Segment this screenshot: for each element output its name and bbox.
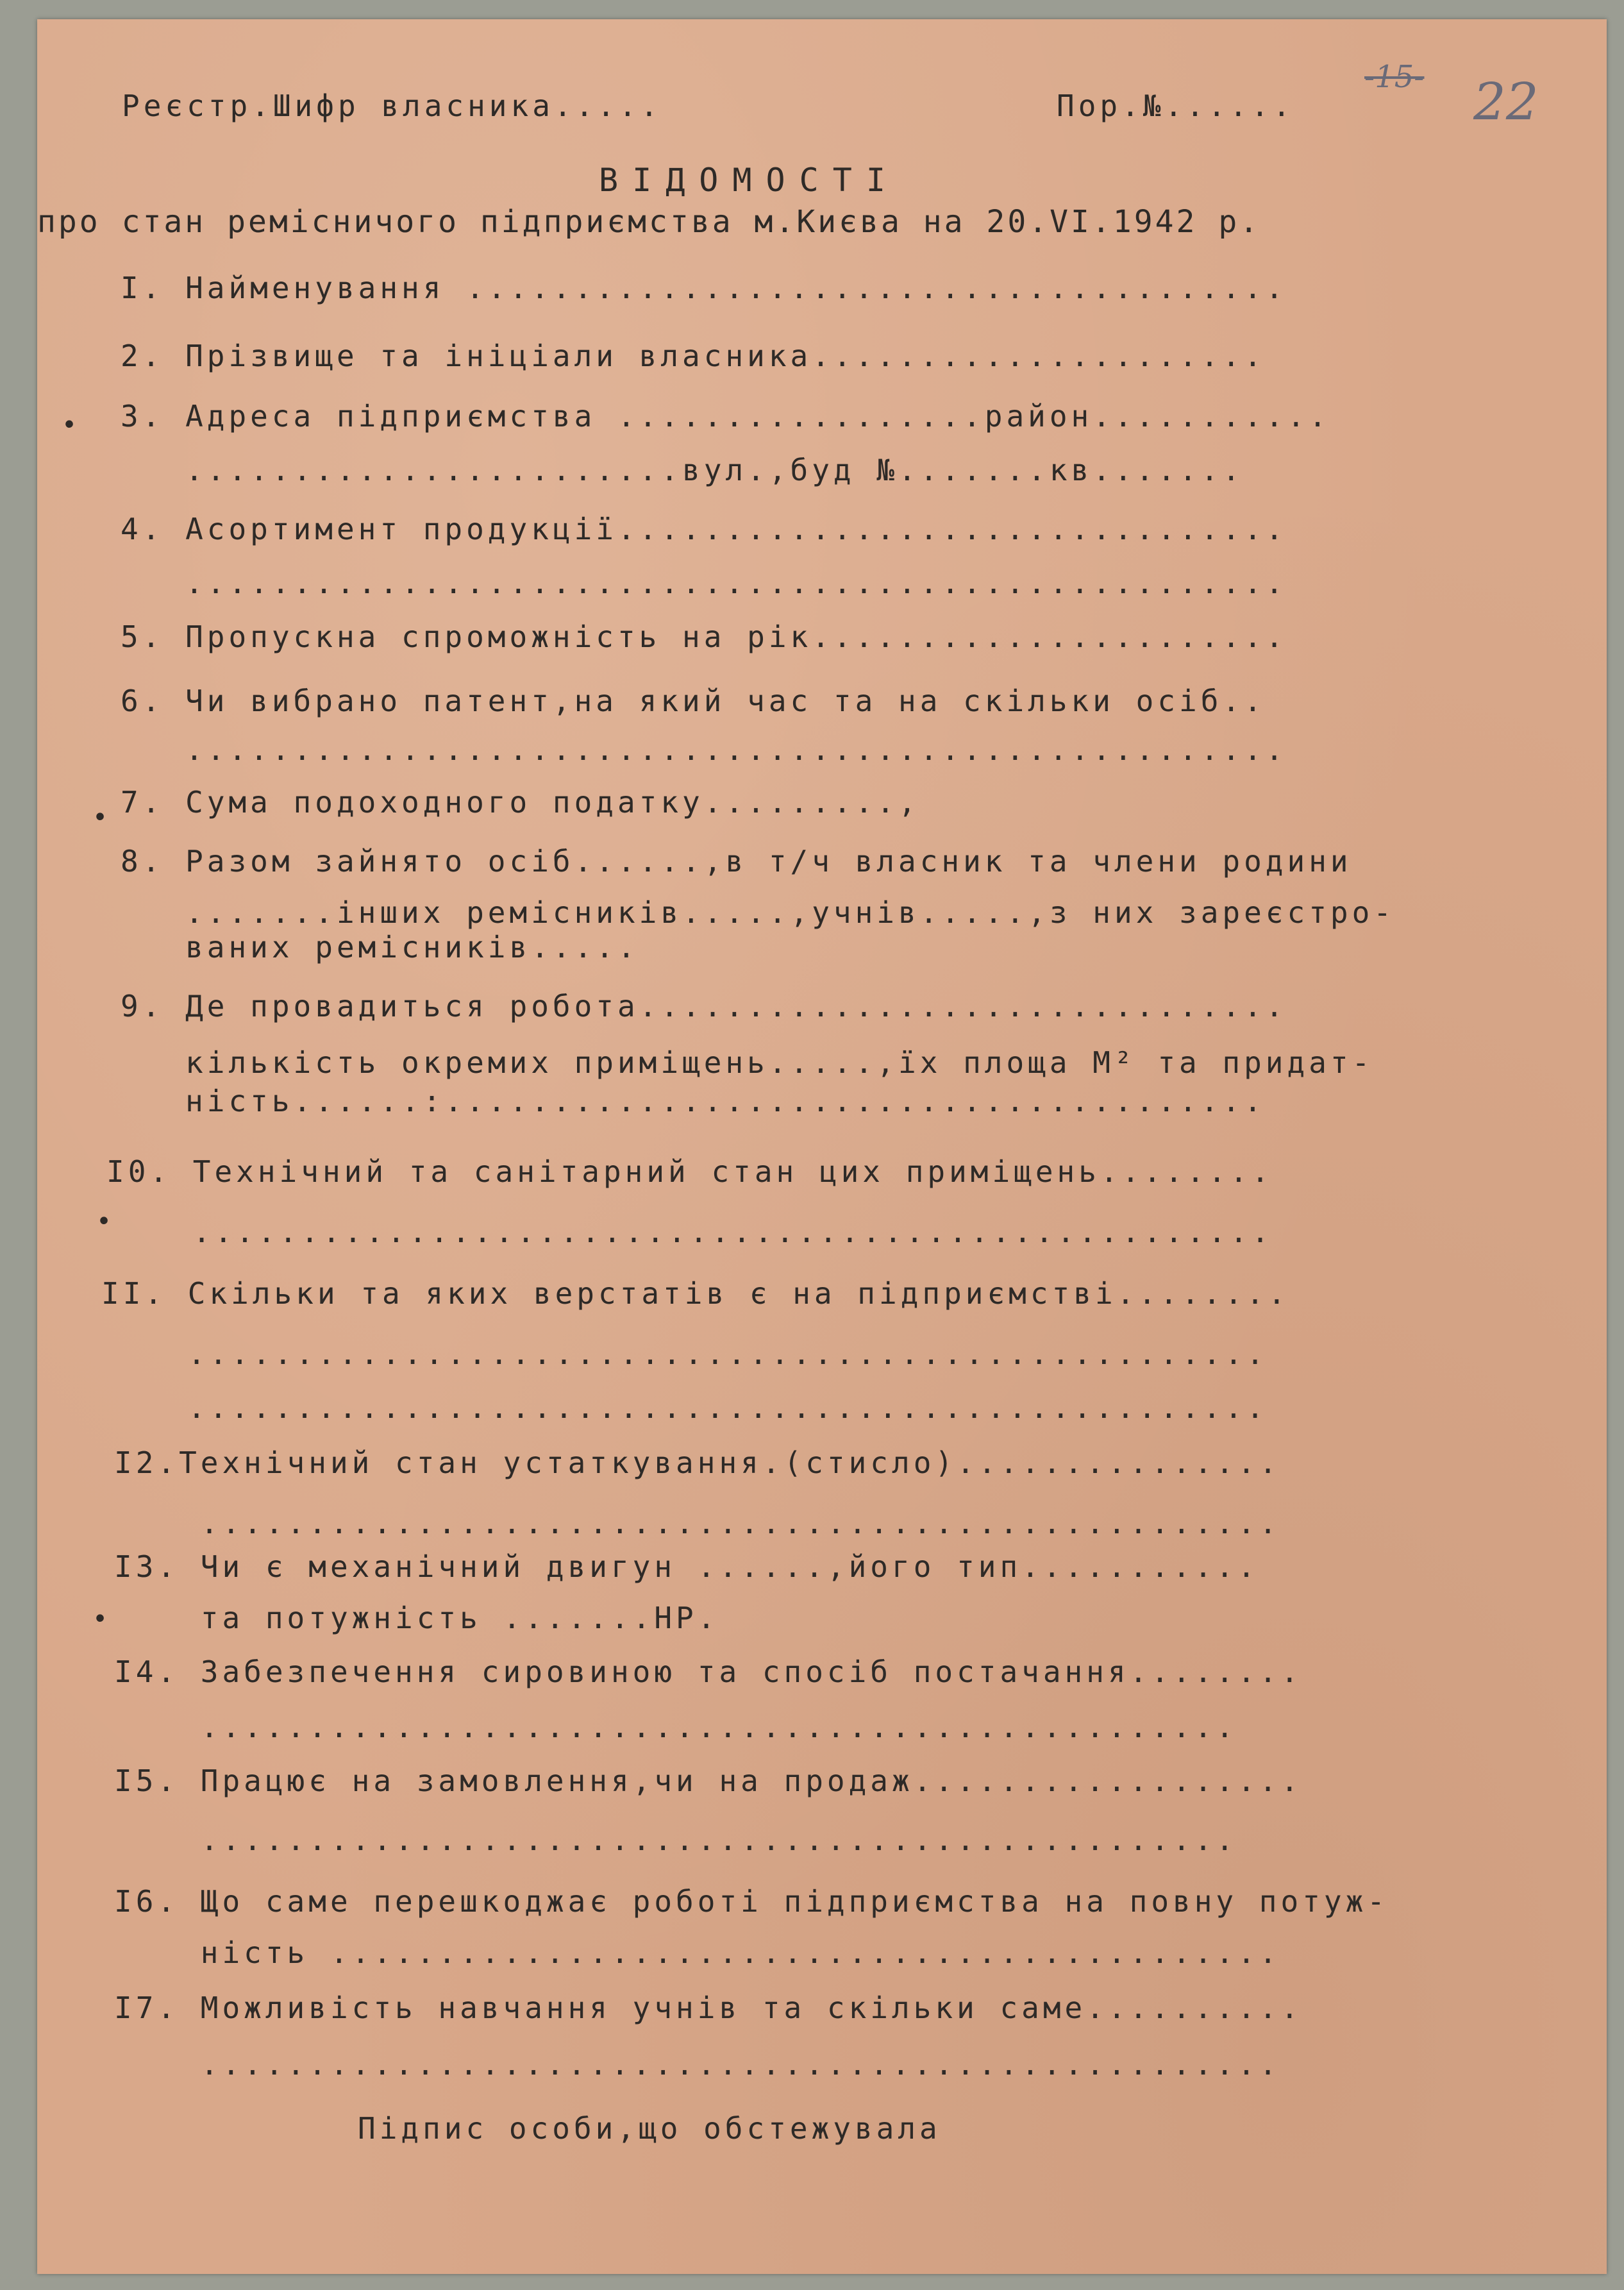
item-3-line-2: .......................вул.,буд №.......кв....... [121,453,1244,487]
item-6-line-1: 6. Чи вибрано патент,на який час та на скільки осіб.. [121,684,1266,718]
item-14-line-1: I4. Забезпечення сировиною та спосіб постачання........ [114,1654,1303,1689]
item-17-line-2: .................................................. [114,2047,1281,2082]
item-11-line-3: .................................................. [101,1390,1268,1425]
item-10-line-2: .................................................. [106,1215,1273,1249]
item-7: 7. Сума подоходного податку........., [121,785,920,820]
item-8-line-1: 8. Разом зайнято осіб......,в т/ч власник та члени родини [121,844,1352,879]
item-9-line-3: ність......:...................................... [121,1084,1266,1118]
item-15-line-2: ................................................ [114,1823,1238,1857]
item-9-line-2: кількість окремих приміщень.....,їх площа М² та придат- [121,1045,1374,1080]
order-number: Пор.№...... [1057,88,1294,123]
item-16-line-1: I6. Що саме перешкоджає роботі підприємства на повну потуж- [114,1884,1389,1919]
item-8-line-2: .......інших ремісників.....,учнів.....,з них зареєстро- [121,895,1395,930]
item-5: 5. Пропускна спроможність на рік...................... [121,619,1287,654]
item-8-line-3: ваних ремісників..... [121,930,639,964]
item-17-line-1: I7. Можливість навчання учнів та скільки саме.......... [114,1991,1303,2025]
item-16-line-2: ність ............................................ [114,1935,1281,1970]
margin-mark: • [92,803,108,832]
signature-footer: Підпис особи,що обстежувала [358,2111,941,2146]
item-13-line-2: та потужність .......HP. [114,1601,719,1635]
item-12-line-2: .................................................. [114,1506,1281,1540]
item-4-line-2: ................................................... [121,566,1287,600]
item-12-line-1: I2.Технічний стан устаткування.(стисло)............... [114,1445,1281,1480]
document-title: ВІДОМОСТІ [599,162,900,199]
item-14-line-2: ................................................ [114,1710,1238,1744]
margin-mark: • [96,1207,112,1236]
item-13-line-1: I3. Чи є механічний двигун ......,його тип........... [114,1549,1259,1584]
margin-mark: • [92,1604,108,1634]
item-9-line-1: 9. Де провадиться робота.............................. [121,989,1287,1023]
margin-mark: • [62,410,78,440]
item-6-line-2: ................................................... [121,732,1287,767]
archive-page-number: 22 [1473,72,1539,131]
document-subtitle: про стан ремісничого підприємства м.Києва на 20.VI.1942 р. [37,204,1261,240]
document-page [37,19,1607,2274]
item-10-line-1: I0. Технічний та санітарний стан цих приміщень........ [106,1154,1273,1189]
item-11-line-2: .................................................. [101,1336,1268,1371]
item-1: I. Найменування ...................................... [121,271,1287,305]
registry-code: Реєстр.Шифр власника..... [122,88,662,123]
item-4-line-1: 4. Асортимент продукції............................... [121,512,1287,546]
item-2: 2. Прізвище та ініціали власника..................... [121,339,1266,373]
item-3-line-1: 3. Адреса підприємства .................район........... [121,399,1330,434]
item-11-line-1: II. Скільки та яких верстатів є на підприємстві........ [101,1276,1290,1311]
item-15-line-1: I5. Працює на замовлення,чи на продаж.................. [114,1764,1303,1798]
crossed-archive-number: -15- [1364,59,1425,95]
